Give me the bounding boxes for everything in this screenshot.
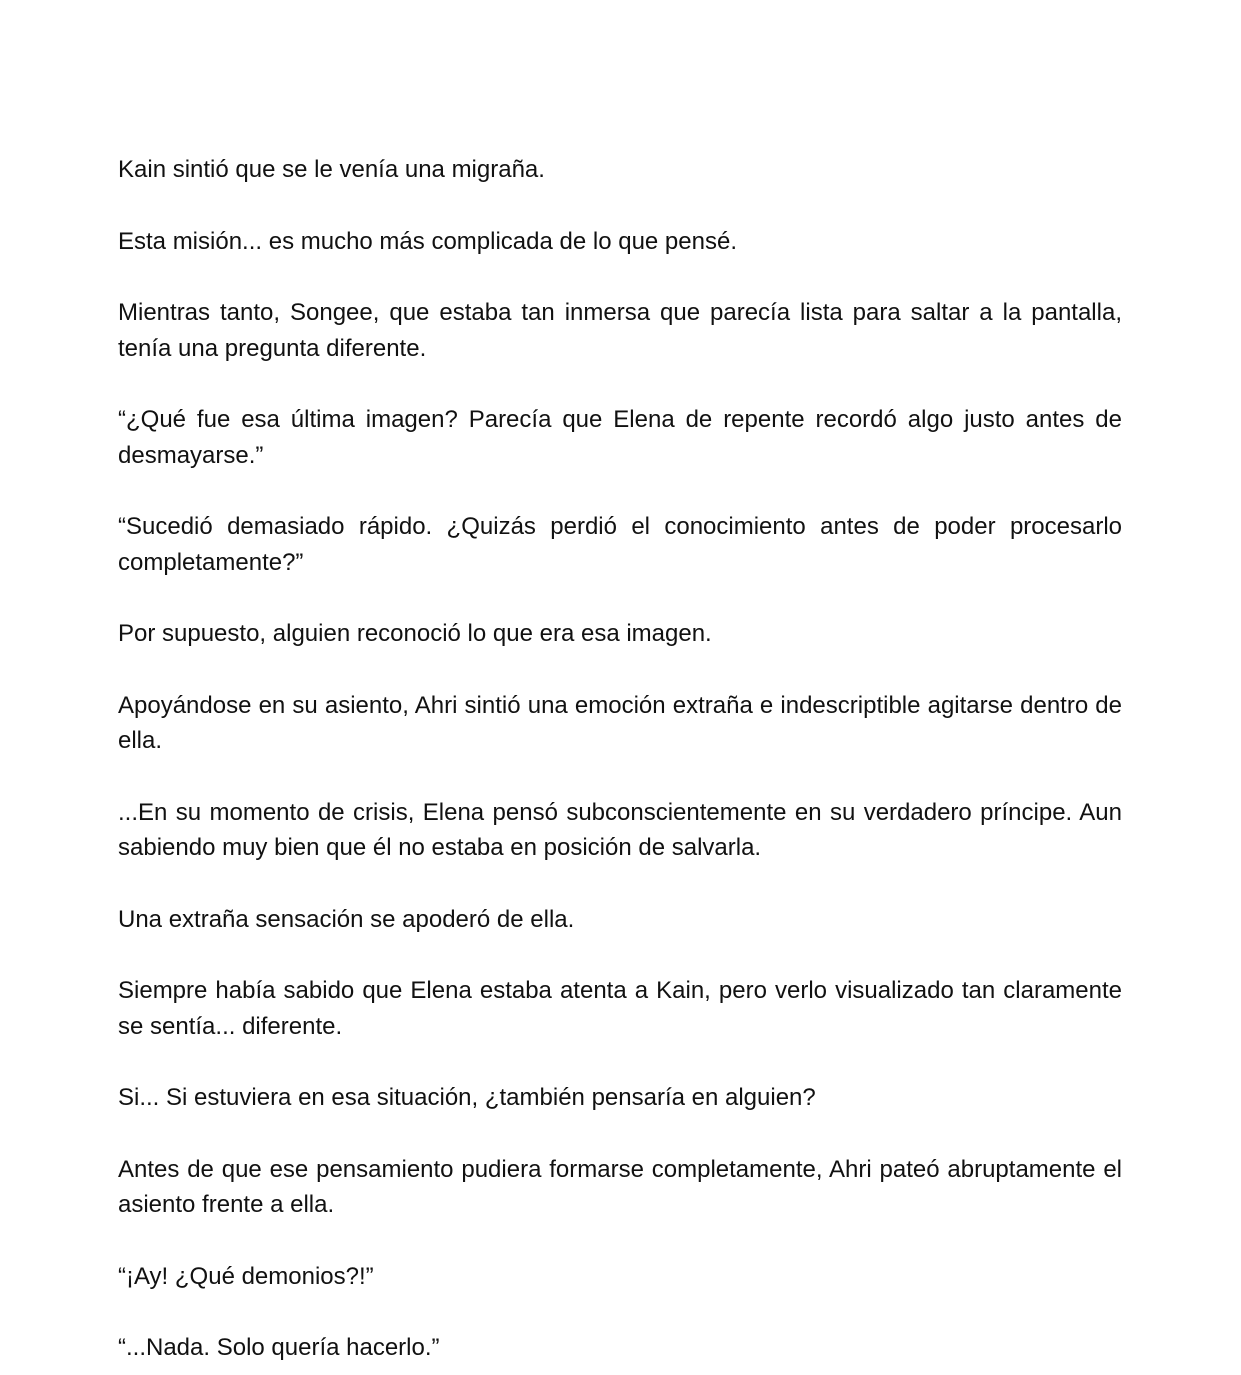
paragraph-1: Kain sintió que se le venía una migraña. bbox=[118, 156, 545, 183]
paragraph-14: “...Nada. Solo quería hacerlo.” bbox=[118, 1334, 440, 1361]
paragraph-9: Una extraña sensación se apoderó de ella. bbox=[118, 905, 575, 933]
document-page bbox=[118, 152, 1122, 1366]
paragraph-2: Esta misión... es mucho más complicada de lo que pensé. bbox=[118, 227, 737, 255]
paragraph-7: Apoyándose en su asiento, Ahri sintió una emoción extraña e indescriptible agitarse dentro de ella. bbox=[118, 691, 1122, 754]
paragraph-6: Por supuesto, alguien reconoció lo que era esa imagen. bbox=[118, 620, 712, 647]
paragraph-8: ...En su momento de crisis, Elena pensó subconscientemente en su verdadero príncipe. Aun sabiendo muy bien que él no estaba en posición de salvarla. bbox=[118, 798, 1122, 861]
paragraph-11: Si... Si estuviera en esa situación, ¿también pensaría en alguien? bbox=[118, 1084, 816, 1111]
paragraph-10: Siempre había sabido que Elena estaba atenta a Kain, pero verlo visualizado tan claramente se sentía... diferente. bbox=[118, 977, 1122, 1040]
paragraph-5: “Sucedió demasiado rápido. ¿Quizás perdió el conocimiento antes de poder procesarlo completamente?” bbox=[118, 513, 1122, 576]
paragraph-4: “¿Qué fue esa última imagen? Parecía que Elena de repente recordó algo justo antes de desmayarse.” bbox=[118, 406, 1122, 469]
paragraph-13: “¡Ay! ¿Qué demonios?!” bbox=[118, 1262, 374, 1290]
paragraph-3: Mientras tanto, Songee, que estaba tan inmersa que parecía lista para saltar a la pantalla, tenía una pregunta diferente. bbox=[118, 299, 1122, 362]
paragraph-12: Antes de que ese pensamiento pudiera formarse completamente, Ahri pateó abruptamente el asiento frente a ella. bbox=[118, 1155, 1122, 1218]
